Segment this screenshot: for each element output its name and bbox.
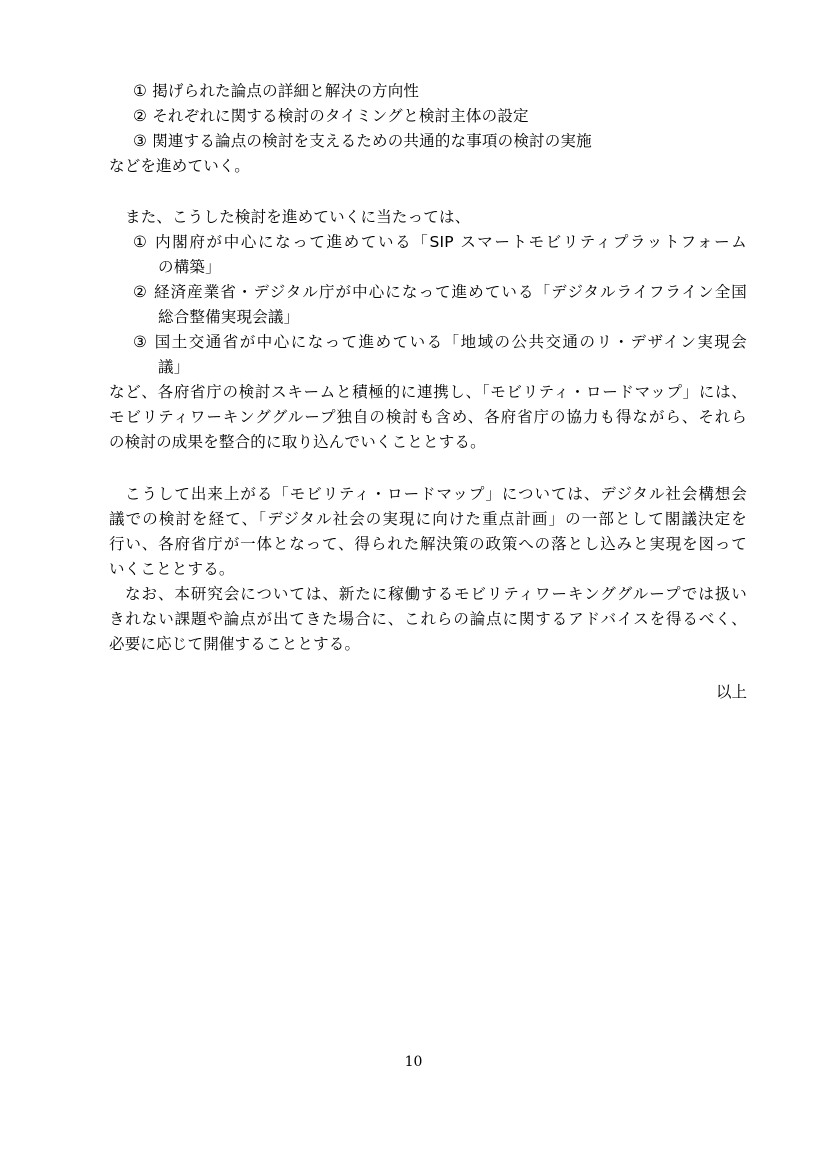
paragraph3-line-1: こうして出来上がる「モビリティ・ロードマップ」については、デジタル社会構想会	[125, 485, 747, 503]
list2-item-3-line1: ③ 国土交通省が中心になって進めている「地域の公共交通のリ・デザイン実現会	[133, 333, 747, 351]
paragraph2-line-3: の検討の成果を整合的に取り込んでいくこととする。	[109, 433, 486, 451]
list1-item-1: ① 掲げられた論点の詳細と解決の方向性	[133, 82, 420, 100]
paragraph4-line-3: 必要に応じて開催することとする。	[109, 635, 361, 653]
paragraph3-line-2: 議での検討を経て、「デジタル社会の実現に向けた重点計画」の一部として閣議決定を	[109, 510, 747, 528]
paragraph3-line-4: いくこととする。	[109, 560, 235, 578]
paragraph4-line-1: なお、本研究会については、新たに稼働するモビリティワーキンググループでは扱い	[125, 585, 747, 603]
paragraph2-line-1: など、各府省庁の検討スキームと積極的に連携し、「モビリティ・ロードマップ」には、	[109, 383, 747, 401]
list2-item-2-line2: 総合整備実現会議」	[158, 308, 300, 326]
paragraph4-line-2: きれない課題や論点が出てきた場合に、これらの論点に関するアドバイスを得るべく、	[109, 610, 747, 628]
list2-item-3-line2: 議」	[158, 358, 190, 376]
list1-item-2: ② それぞれに関する検討のタイミングと検討主体の設定	[133, 107, 529, 125]
closing-text: 以上	[715, 683, 747, 701]
paragraph3-line-3: 行い、各府省庁が一体となって、得られた解決策の政策への落とし込みと実現を図って	[109, 535, 747, 553]
paragraph2-intro: また、こうした検討を進めていくに当たっては、	[125, 208, 471, 226]
list2-item-1-line2: の構築」	[158, 258, 221, 276]
list1-item-3: ③ 関連する論点の検討を支えるための共通的な事項の検討の実施	[133, 132, 592, 150]
page-number: 10	[404, 1054, 423, 1070]
list1-conclusion: などを進めていく。	[109, 157, 250, 175]
paragraph2-line-2: モビリティワーキンググループ独自の検討も含め、各府省庁の協力も得ながら、それら	[109, 408, 747, 426]
list2-item-1-line1: ① 内閣府が中心になって進めている「SIP スマートモビリティプラットフォーム	[133, 233, 747, 251]
list2-item-2-line1: ② 経済産業省・デジタル庁が中心になって進めている「デジタルライフライン全国	[133, 283, 747, 301]
